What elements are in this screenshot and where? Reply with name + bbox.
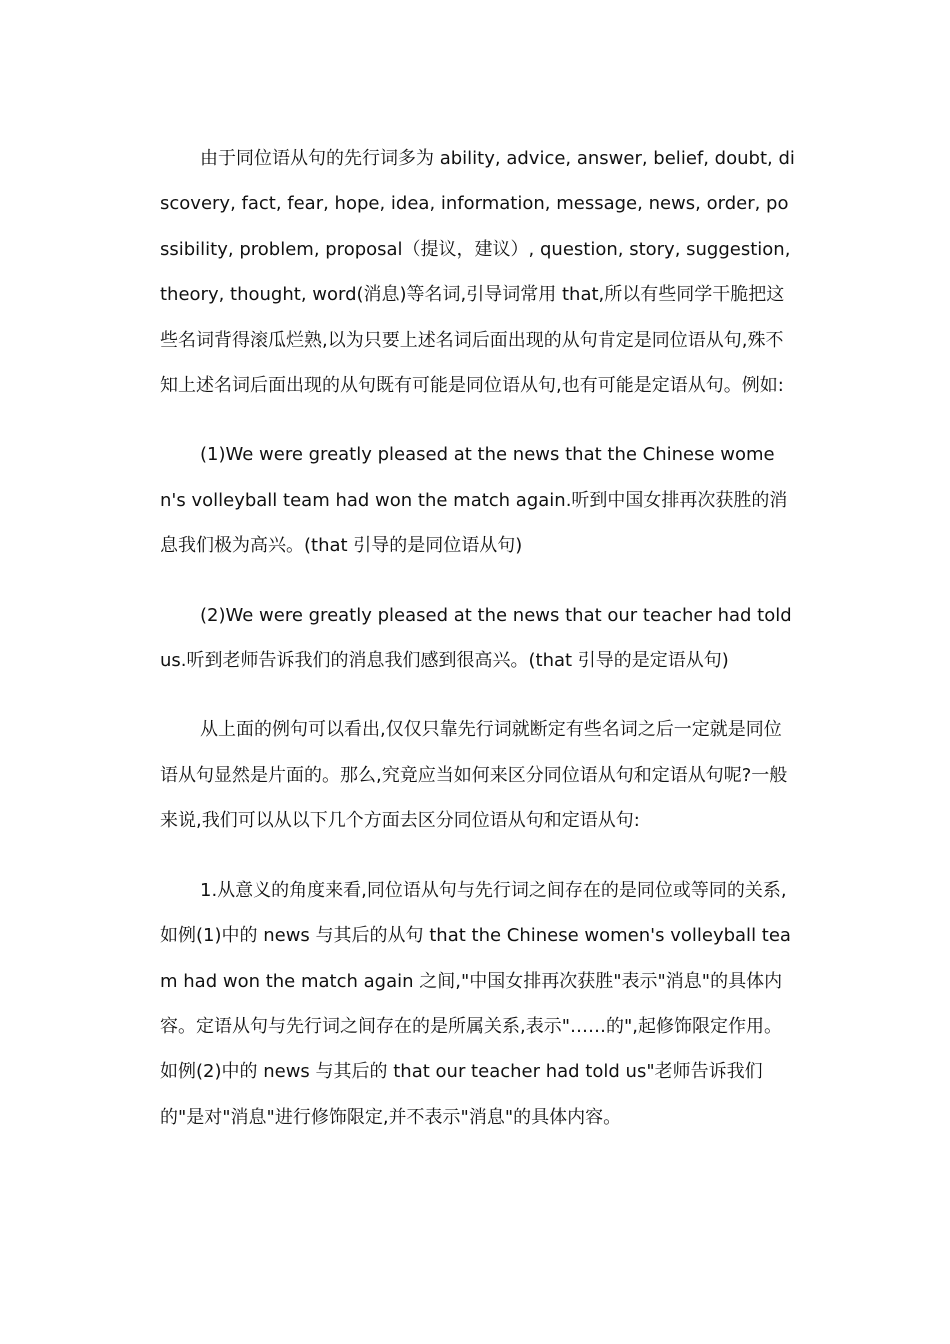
paragraph-point-1: 1.从意义的角度来看,同位语从句与先行词之间存在的是同位或等同的关系,如例(1)中的 news 与其后的从句 that the Chinese women's volleyball team had won the match again 之间,"中国女排再次获胜"表示"消息"的具体内容。定语从句与先行词之间存在的是所属关系,表示"……的",起修饰限定作用。如例(2)中的 news 与其后的 that our teacher had told us"老师告诉我们的"是对"消息"进行修饰限定,并不表示"消息"的具体内容。 bbox=[160, 879, 791, 1128]
paragraph-analysis: 从上面的例句可以看出,仅仅只靠先行词就断定有些名词之后一定就是同位语从句显然是片面的。那么,究竟应当如何来区分同位语从句和定语从句呢?一般来说,我们可以从以下几个方面去区分同位语从句和定语从句: bbox=[160, 719, 788, 832]
paragraph-example-1: (1)We were greatly pleased at the news that the Chinese women's volleyball team had won the match again.听到中国女排再次获胜的消息我们极为高兴。(that 引导的是同位语从句) bbox=[160, 444, 788, 557]
paragraph-intro: 由于同位语从句的先行词多为 ability, advice, answer, belief, doubt, discovery, fact, fear, hope, idea, information, message, news, order, possibility, problem, proposal（提议，建议）, question, story, suggestion, theory, thought, word(消息)等名词,引导词常用 that,所以有些同学干脆把这些名词背得滚瓜烂熟,以为只要上述名词后面出现的从句肯定是同位语从句,殊不知上述名词后面出现的从句既有可能是同位语从句,也有可能是定语从句。例如: bbox=[160, 148, 795, 397]
document-body bbox=[160, 136, 796, 1140]
paragraph-example-2: (2)We were greatly pleased at the news that our teacher had told us.听到老师告诉我们的消息我们感到很高兴。(that 引导的是定语从句) bbox=[160, 604, 792, 672]
